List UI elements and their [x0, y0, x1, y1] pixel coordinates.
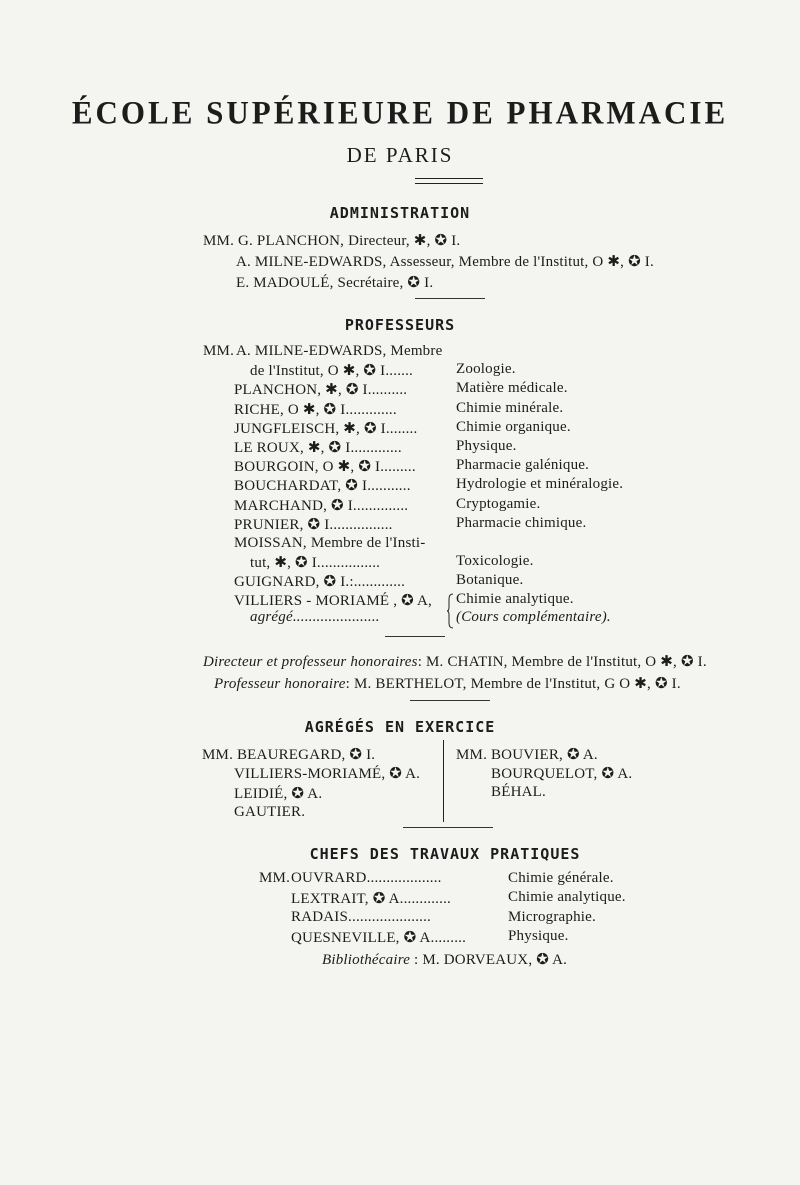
professeur-subject: Pharmacie chimique. — [456, 515, 587, 531]
chef-name: LEXTRAIT, ✪ A............. — [291, 891, 451, 907]
chef-subject: Chimie analytique. — [508, 889, 626, 905]
professeur-name: RICHE, O ✱, ✪ I............. — [234, 402, 397, 418]
professeur-name: MARCHAND, ✪ I.............. — [234, 498, 409, 514]
professeur-subject: Hydrologie et minéralogie. — [456, 476, 624, 492]
professeur-subject: Chimie analytique. — [456, 591, 574, 607]
professeur-name: JUNGFLEISCH, ✱, ✪ I........ — [234, 421, 418, 437]
professeur-name: LE ROUX, ✱, ✪ I............. — [234, 440, 402, 456]
chefs-heading: CHEFS DES TRAVAUX PRATIQUES — [309, 845, 581, 863]
page-title: ÉCOLE SUPÉRIEURE DE PHARMACIE — [71, 94, 729, 131]
chefs-prefix: MM. — [259, 870, 291, 886]
chef-subject: Physique. — [508, 928, 569, 944]
chef-name: OUVRARD................... — [291, 870, 442, 886]
page-subtitle: DE PARIS — [346, 143, 454, 167]
professeur-subject: Zoologie. — [456, 361, 516, 377]
professeur-subject: Chimie organique. — [456, 419, 571, 435]
agrege-name: MM. BOUVIER, ✪ A. — [456, 747, 598, 763]
professeurs-prefix: MM. — [203, 343, 235, 359]
professeur-name: tut, ✱, ✪ I................ — [250, 555, 381, 571]
professeur-subject: (Cours complémentaire). — [456, 609, 611, 625]
honoraires-line — [203, 652, 707, 671]
professeur-subject: Cryptogamie. — [456, 496, 541, 512]
professeur-subject: Matière médicale. — [456, 380, 568, 396]
professeur-subject: Pharmacie galénique. — [456, 457, 590, 473]
column-divider — [443, 740, 444, 822]
professeurs-heading: PROFESSEURS — [344, 316, 456, 334]
administration-heading: ADMINISTRATION — [329, 204, 471, 222]
agrege-name: MM. BEAUREGARD, ✪ I. — [202, 747, 376, 763]
professeur-subject: Toxicologie. — [456, 553, 534, 569]
chef-subject: Chimie générale. — [508, 870, 614, 886]
bibliothecaire-text: : M. DORVEAUX, ✪ A. — [414, 952, 568, 968]
honoraires-label: Directeur et professeur honoraires — [203, 654, 418, 670]
chef-subject: Micrographie. — [508, 909, 596, 925]
honoraires-line — [214, 674, 681, 693]
agreges-heading: AGRÉGÉS EN EXERCICE — [304, 718, 496, 736]
section-divider — [403, 827, 493, 828]
professeur-name: VILLIERS - MORIAMÉ , ✪ A, — [234, 593, 432, 609]
professeur-role: agrégé...................... — [250, 609, 380, 625]
professeur-subject: Chimie minérale. — [456, 400, 564, 416]
honoraires-text: : M. CHATIN, Membre de l'Institut, O ✱, ✪ I. — [417, 654, 707, 670]
professeur-name: de l'Institut, O ✱, ✪ I....... — [250, 363, 413, 379]
agrege-name: GAUTIER. — [234, 804, 306, 820]
title-double-rule — [415, 178, 483, 184]
honoraires-text: : M. BERTHELOT, Membre de l'Institut, G O ✱, ✪ I. — [345, 676, 681, 692]
professeur-name: MOISSAN, Membre de l'Insti- — [234, 535, 426, 551]
administration-line: E. MADOULÉ, Secrétaire, ✪ I. — [236, 275, 434, 291]
brace-icon — [446, 593, 456, 629]
bibliothecaire-line — [322, 950, 567, 969]
professeur-name: BOURGOIN, O ✱, ✪ I......... — [234, 459, 416, 475]
professeur-name: PLANCHON, ✱, ✪ I.......... — [234, 382, 408, 398]
chef-name: RADAIS..................... — [291, 909, 431, 925]
section-divider — [415, 298, 485, 299]
section-divider — [385, 636, 445, 637]
professeur-name: A. MILNE-EDWARDS, Membre — [236, 343, 443, 359]
administration-line: MM. G. PLANCHON, Directeur, ✱, ✪ I. — [203, 233, 461, 249]
professeur-name: PRUNIER, ✪ I................ — [234, 517, 393, 533]
professeur-subject: Botanique. — [456, 572, 524, 588]
agrege-name: BÉHAL. — [491, 784, 546, 800]
agrege-name: LEIDIÉ, ✪ A. — [234, 786, 323, 802]
professeur-name: GUIGNARD, ✪ I.:............. — [234, 574, 406, 590]
professeur-subject: Physique. — [456, 438, 517, 454]
bibliothecaire-label: Bibliothécaire — [322, 952, 411, 968]
professeur-name: BOUCHARDAT, ✪ I........... — [234, 478, 411, 494]
chef-name: QUESNEVILLE, ✪ A......... — [291, 930, 467, 946]
administration-line: A. MILNE-EDWARDS, Assesseur, Membre de l'Institut, O ✱, ✪ I. — [236, 254, 654, 270]
agrege-name: VILLIERS-MORIAMÉ, ✪ A. — [234, 766, 421, 782]
section-divider — [410, 700, 490, 701]
agrege-name: BOURQUELOT, ✪ A. — [491, 766, 633, 782]
honoraires-label: Professeur honoraire — [214, 676, 346, 692]
